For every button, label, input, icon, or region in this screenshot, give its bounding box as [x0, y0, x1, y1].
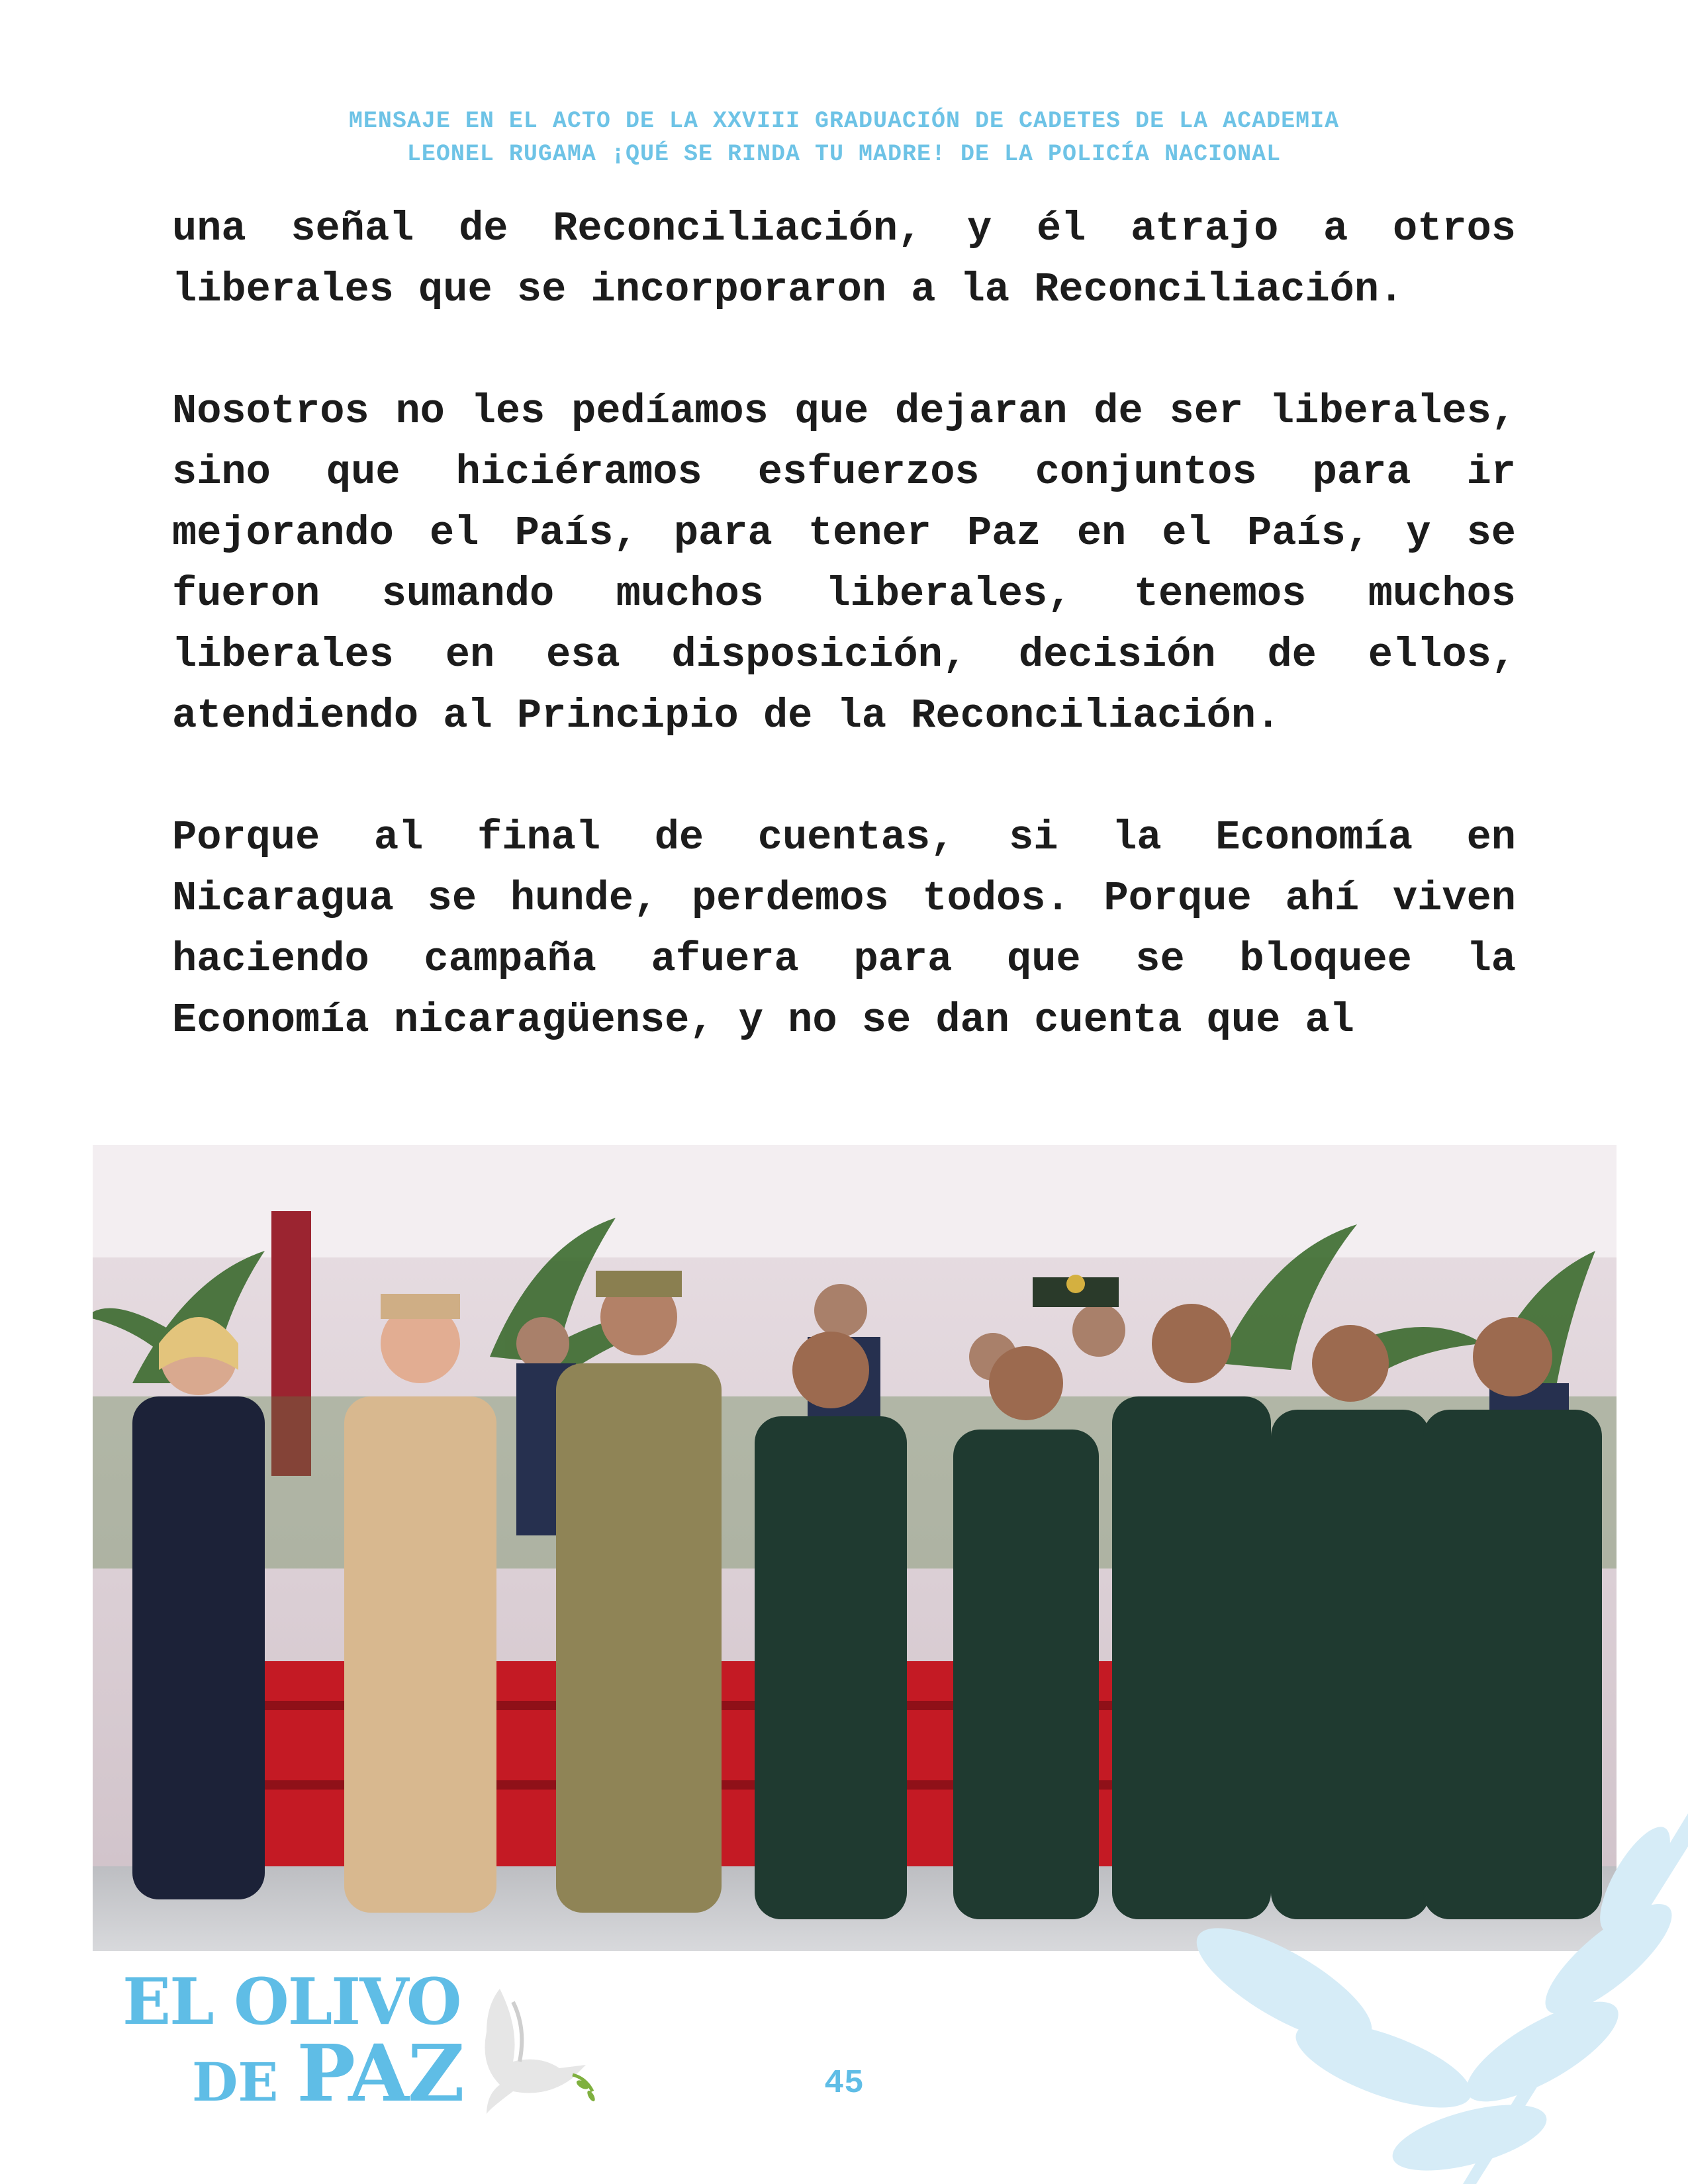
- document-header: [0, 105, 1688, 171]
- paragraph-1: una señal de Reconciliación, y él atrajo a otros liberales que se incorporaron a la Reconciliación.: [172, 205, 1516, 313]
- paragraph-2: Nosotros no les pedíamos que dejaran de ser liberales, sino que hiciéramos esfuerzos conjuntos para ir mejorando el País, para tener Paz en el País, y se fueron sumando muchos liberales, tenemos muchos liberales en esa disposición, decisión de ellos, atendiendo al Principio de la Reconciliación.: [172, 388, 1516, 739]
- paragraph-3: Porque al final de cuentas, si la Economía en Nicaragua se hunde, perdemos todos. Porque ahí viven haciendo campaña afuera para que se bloquee la Economía nicaragüense, y no se dan cuenta que al: [172, 814, 1516, 1044]
- logo-line-2: [192, 2027, 464, 2119]
- page-number: 45: [823, 2065, 864, 2103]
- logo-line-1: EL OLIVO: [122, 1964, 461, 2039]
- body-text: [172, 199, 1516, 1051]
- header-line-1: MENSAJE EN EL ACTO DE LA XXVIII GRADUACIÓN DE CADETES DE LA ACADEMIA: [348, 108, 1340, 134]
- logo-word-paz: PAZ: [297, 2027, 464, 2119]
- olive-branch-decoration: [1185, 1787, 1688, 2184]
- logo-word-de: DE: [192, 2051, 279, 2113]
- header-line-2: LEONEL RUGAMA ¡QUÉ SE RINDA TU MADRE! DE LA POLICÍA NACIONAL: [406, 141, 1282, 167]
- el-olivo-de-paz-logo: [122, 1964, 599, 2119]
- dove-icon: [473, 1976, 599, 2115]
